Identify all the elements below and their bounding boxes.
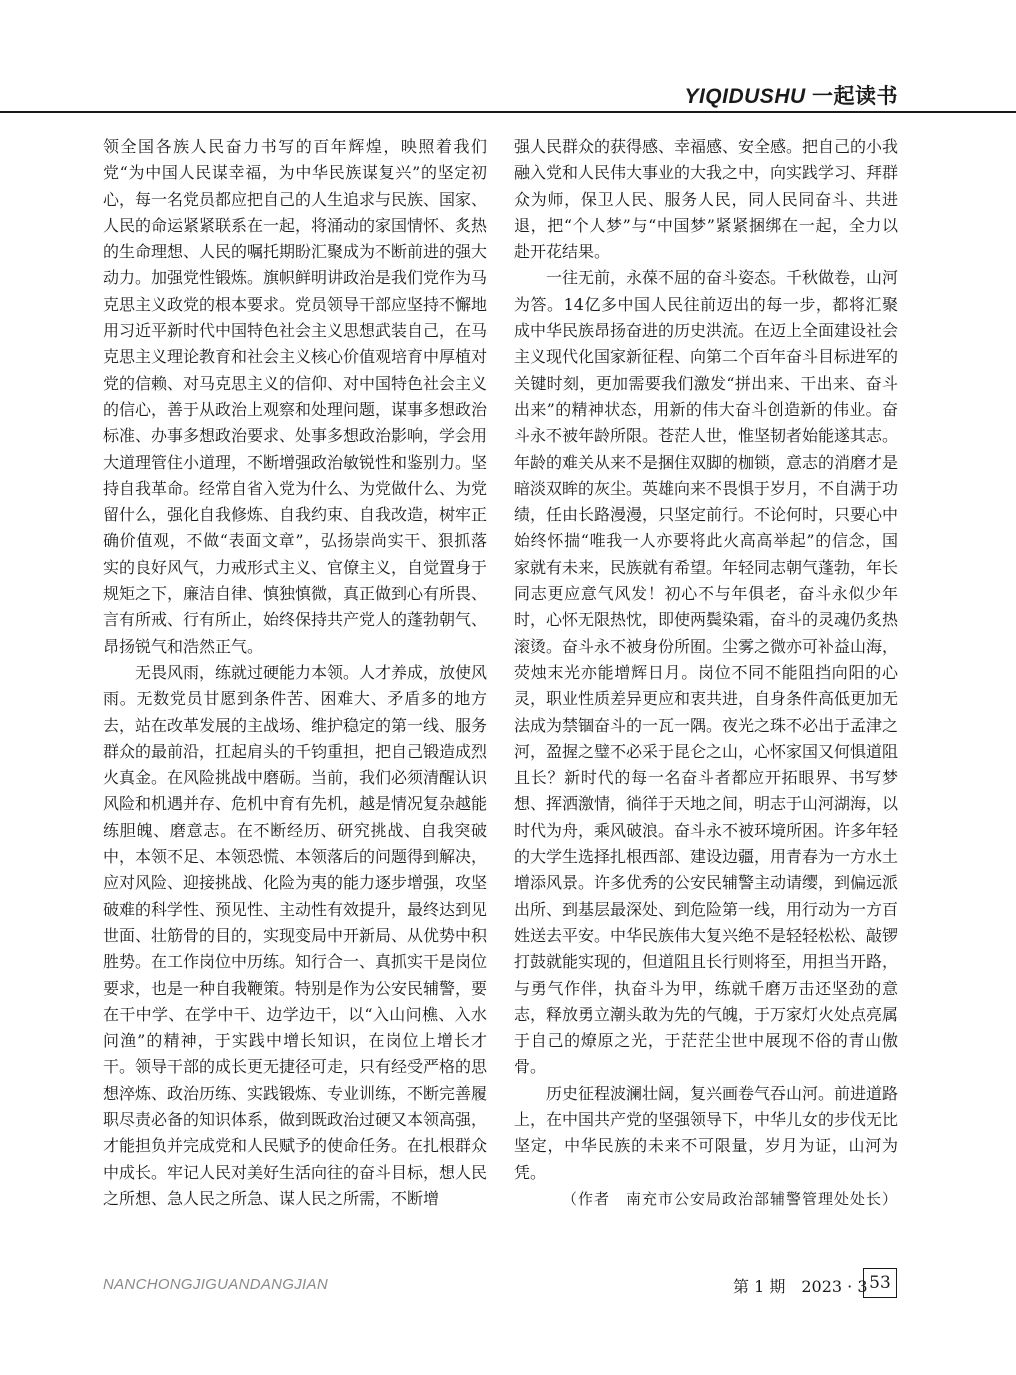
header-brand <box>684 80 898 110</box>
paragraph-left-2: 无畏风雨，练就过硬能力本领。人才养成，放使风雨。无数党员甘愿到条件苦、困难大、矛盾多的地方去，站在改革发展的主战场、维护稳定的第一线、服务群众的最前沿，扛起肩头的千钧重担，把自己锻造成烈火真金。在风险挑战中磨砺。当前，我们必须清醒认识风险和机遇并存、危机中育有先机，越是情况复杂越能练胆魄、磨意志。在不断经历、研究挑战、自我突破中，本领不足、本领恐慌、本领落后的问题得到解决，应对风险、迎接挑战、化险为夷的能力逐步增强，攻坚破难的科学性、预见性、主动性有效提升，最终达到见世面、壮筋骨的目的，实现变局中开新局、从优势中积胜势。在工作岗位中历练。知行合一、真抓实干是岗位要求，也是一种自我鞭策。特别是作为公安民辅警，要在干中学、在学中干、边学边干，以“入山问樵、入水问渔”的精神，于实践中增长知识，在岗位上增长才干。领导干部的成长更无捷径可走，只有经受严格的思想淬炼、政治历练、实践锻炼、专业训练，不断完善履职尽责必备的知识体系，做到既政治过硬又本领高强，才能担负并完成党和人民赋予的使命任务。在扎根群众中成长。牢记人民对美好生活向往的奋斗目标，想人民之所想、急人民之所急、谋人民之所需，不断增 <box>103 662 488 1208</box>
right-column <box>514 134 898 1212</box>
left-column <box>103 134 487 1212</box>
page-number-box: 53 <box>863 1268 897 1298</box>
brand-chinese: 一起读书 <box>812 85 898 108</box>
paragraph-right-3: 历史征程波澜壮阔，复兴画卷气吞山河。前进道路上，在中国共产党的坚强领导下，中华儿女的步伐无比坚定，中华民族的未来不可限量，岁月为证，山河为凭。 <box>514 1083 899 1182</box>
footer-journal-name: NANCHONGJIGUANDANGJIAN <box>103 1276 328 1293</box>
paragraph-right-2: 一往无前，永葆不屈的奋斗姿态。千秋做卷，山河为答。14亿多中国人民往前迈出的每一步，都将汇聚成中华民族昂扬奋进的历史洪流。在迈上全面建设社会主义现代化国家新征程、向第二个百年奋斗目标进军的关键时刻，更加需要我们激发“拼出来、干出来、奋斗出来”的精神状态，用新的伟大奋斗创造新的伟业。奋斗永不被年龄所限。苍茫人世，惟坚韧者始能遂其志。年龄的难关从来不是捆住双脚的枷锁，意志的消磨才是暗淡双眸的灰尘。英雄向来不畏惧于岁月，不自满于功绩，任由长路漫漫，只坚定前行。不论何时，只要心中始终怀揣“唯我一人亦要将此火高高举起”的信念，国家就有未来，民族就有希望。年轻同志朝气蓬勃，年长同志更应意气风发！初心不与年俱老，奋斗永似少年时，心怀无限热忱，即使两鬓染霜，奋斗的灵魂仍炙热滚烫。奋斗永不被身份所囿。尘雾之微亦可补益山海，荧烛末光亦能增辉日月。岗位不同不能阻挡向阳的心灵，职业性质差异更应和衷共进，自身条件高低更加无法成为禁锢奋斗的一瓦一隅。夜光之珠不必出于孟津之河，盈握之璧不必采于昆仑之山，心怀家国又何惧道阻且长？新时代的每一名奋斗者都应开拓眼界、书写梦想、挥洒激情，徜徉于天地之间，明志于山河湖海，以时代为舟，乘风破浪。奋斗永不被环境所困。许多年轻的大学生选择扎根西部、建设边疆，用青春为一方水土增添风景。许多优秀的公安民辅警主动请缨，到偏远派出所、到基层最深处、到危险第一线，用行动为一方百姓送去平安。中华民族伟大复兴绝不是轻轻松松、敲锣打鼓就能实现的，但道阻且长行则将至，用担当开路，与勇气作伴，执奋斗为甲，练就千磨万击还坚劲的意志，释放勇立潮头敢为先的气魄，于万家灯火处点亮属于自己的燎原之光，于茫茫尘世中展现不俗的青山傲骨。 <box>514 268 899 1077</box>
footer-issue-date: 第 1 期 2023 · 3 <box>733 1277 868 1296</box>
paragraph-left-1: 领全国各族人民奋力书写的百年辉煌，映照着我们党“为中国人民谋幸福，为中华民族谋复兴”的坚定初心，每一名党员都应把自己的人生追求与民族、国家、人民的命运紧紧联系在一起，将涌动的家国情怀、炙热的生命理想、人民的嘱托期盼汇聚成为不断前进的强大动力。加强党性锻炼。旗帜鲜明讲政治是我们党作为马克思主义政党的根本要求。党员领导干部应坚持不懈地用习近平新时代中国特色社会主义思想武装自己，在马克思主义理论教育和社会主义核心价值观培育中厚植对党的信赖、对马克思主义的信仰、对中国特色社会主义的信心，善于从政治上观察和处理问题，谋事多想政治标准、办事多想政治要求、处事多想政治影响，学会用大道理管住小道理，不断增强政治敏锐性和鉴别力。坚持自我革命。经常自省入党为什么、为党做什么、为党留什么，强化自我修炼、自我约束、自我改造，树牢正确价值观，不做“表面文章”，弘扬崇尚实干、狠抓落实的良好风气，力戒形式主义、官僚主义，自觉置身于规矩之下，廉洁自律、慎独慎微，真正做到心有所畏、言有所戒、行有所止，始终保持共产党人的蓬勃朝气、昂扬锐气和浩然正气。 <box>103 137 488 656</box>
brand-latin: YIQIDUSHU <box>684 85 806 108</box>
author-byline: （作者 南充市公安局政治部辅警管理处处长） <box>561 1189 898 1208</box>
header-divider <box>0 111 1016 113</box>
paragraph-right-1: 强人民群众的获得感、幸福感、安全感。把自己的小我融入党和人民伟大事业的大我之中，向实践学习、拜群众为师，保卫人民、服务人民，同人民同奋斗、共进退，把“个人梦”与“中国梦”紧紧捆绑在一起，全力以赴开花结果。 <box>514 137 899 262</box>
